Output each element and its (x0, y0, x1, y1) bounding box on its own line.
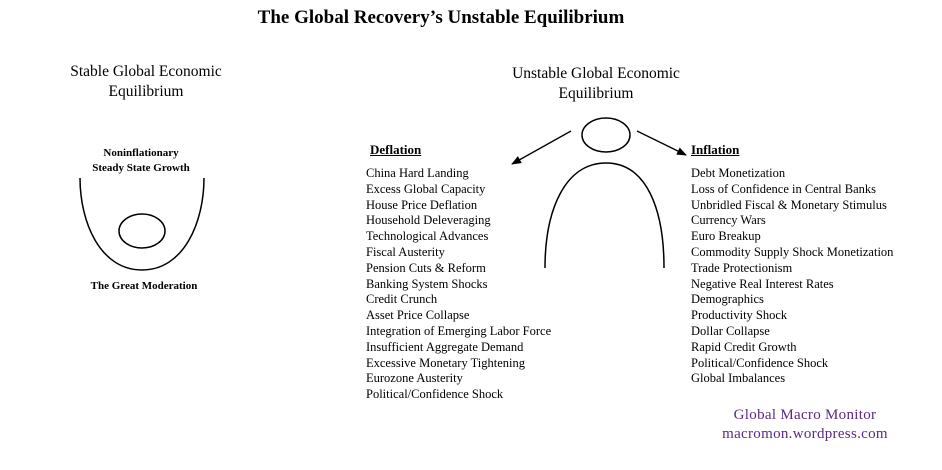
deflation-list (366, 166, 551, 403)
deflation-item: Banking System Shocks (366, 276, 488, 291)
deflation-item: Integration of Emerging Labor Force (366, 323, 552, 338)
deflation-item: Insufficient Aggregate Demand (366, 339, 524, 354)
deflation-item: Credit Crunch (366, 292, 438, 307)
deflation-item: House Price Deflation (366, 197, 478, 212)
inflation-item: Political/Confidence Shock (691, 355, 829, 370)
footer-line2: macromon.wordpress.com (722, 426, 888, 442)
noninflationary-label (70, 146, 212, 176)
noninflationary-line2: Steady State Growth (92, 162, 190, 174)
deflation-item: Household Deleveraging (366, 213, 491, 228)
great-moderation-label: The Great Moderation (90, 280, 198, 292)
stable-title-line1: Stable Global Economic (70, 63, 222, 80)
inflation-item: Currency Wars (691, 213, 766, 228)
inflation-item: Unbridled Fiscal & Monetary Stimulus (691, 197, 887, 212)
deflation-item: Technological Advances (366, 229, 489, 244)
deflation-item: Excessive Monetary Tightening (366, 355, 526, 370)
inflation-item: Dollar Collapse (691, 323, 770, 338)
arrow-to-deflation (512, 131, 571, 164)
unstable-title-line1: Unstable Global Economic (512, 65, 680, 82)
deflation-item: Fiscal Austerity (366, 244, 445, 259)
deflation-item: Political/Confidence Shock (366, 387, 504, 402)
deflation-header: Deflation (370, 142, 422, 157)
unstable-hill (545, 163, 664, 268)
stable-equilibrium-title (46, 62, 246, 102)
deflation-item: Asset Price Collapse (366, 308, 470, 323)
stable-bowl (80, 178, 204, 270)
noninflationary-line1: Noninflationary (103, 147, 179, 159)
inflation-item: Global Imbalances (691, 371, 786, 386)
arrow-to-inflation (637, 131, 686, 155)
deflation-item: China Hard Landing (366, 166, 469, 180)
inflation-item: Negative Real Interest Rates (691, 276, 834, 291)
inflation-header: Inflation (691, 142, 740, 157)
footer-credit (700, 406, 910, 444)
page-title: The Global Recovery’s Unstable Equilibrium (257, 7, 625, 28)
inflation-item: Debt Monetization (691, 166, 786, 180)
inflation-item: Commodity Supply Shock Monetization (691, 244, 894, 259)
unstable-title-line2: Equilibrium (558, 85, 634, 102)
inflation-item: Loss of Confidence in Central Banks (691, 181, 877, 196)
unstable-ball (582, 118, 630, 152)
deflation-item: Pension Cuts & Reform (366, 260, 486, 275)
deflation-item: Eurozone Austerity (366, 371, 463, 386)
footer-line1: Global Macro Monitor (733, 407, 877, 423)
inflation-item: Rapid Credit Growth (691, 339, 797, 354)
deflation-item: Excess Global Capacity (366, 181, 486, 196)
inflation-list (691, 166, 893, 387)
inflation-item: Trade Protectionism (691, 260, 793, 275)
stable-ball (119, 214, 165, 248)
inflation-item: Demographics (691, 292, 764, 307)
inflation-item: Productivity Shock (691, 308, 788, 323)
unstable-equilibrium-title (496, 64, 696, 104)
stable-title-line2: Equilibrium (108, 83, 184, 100)
inflation-item: Euro Breakup (691, 229, 761, 244)
